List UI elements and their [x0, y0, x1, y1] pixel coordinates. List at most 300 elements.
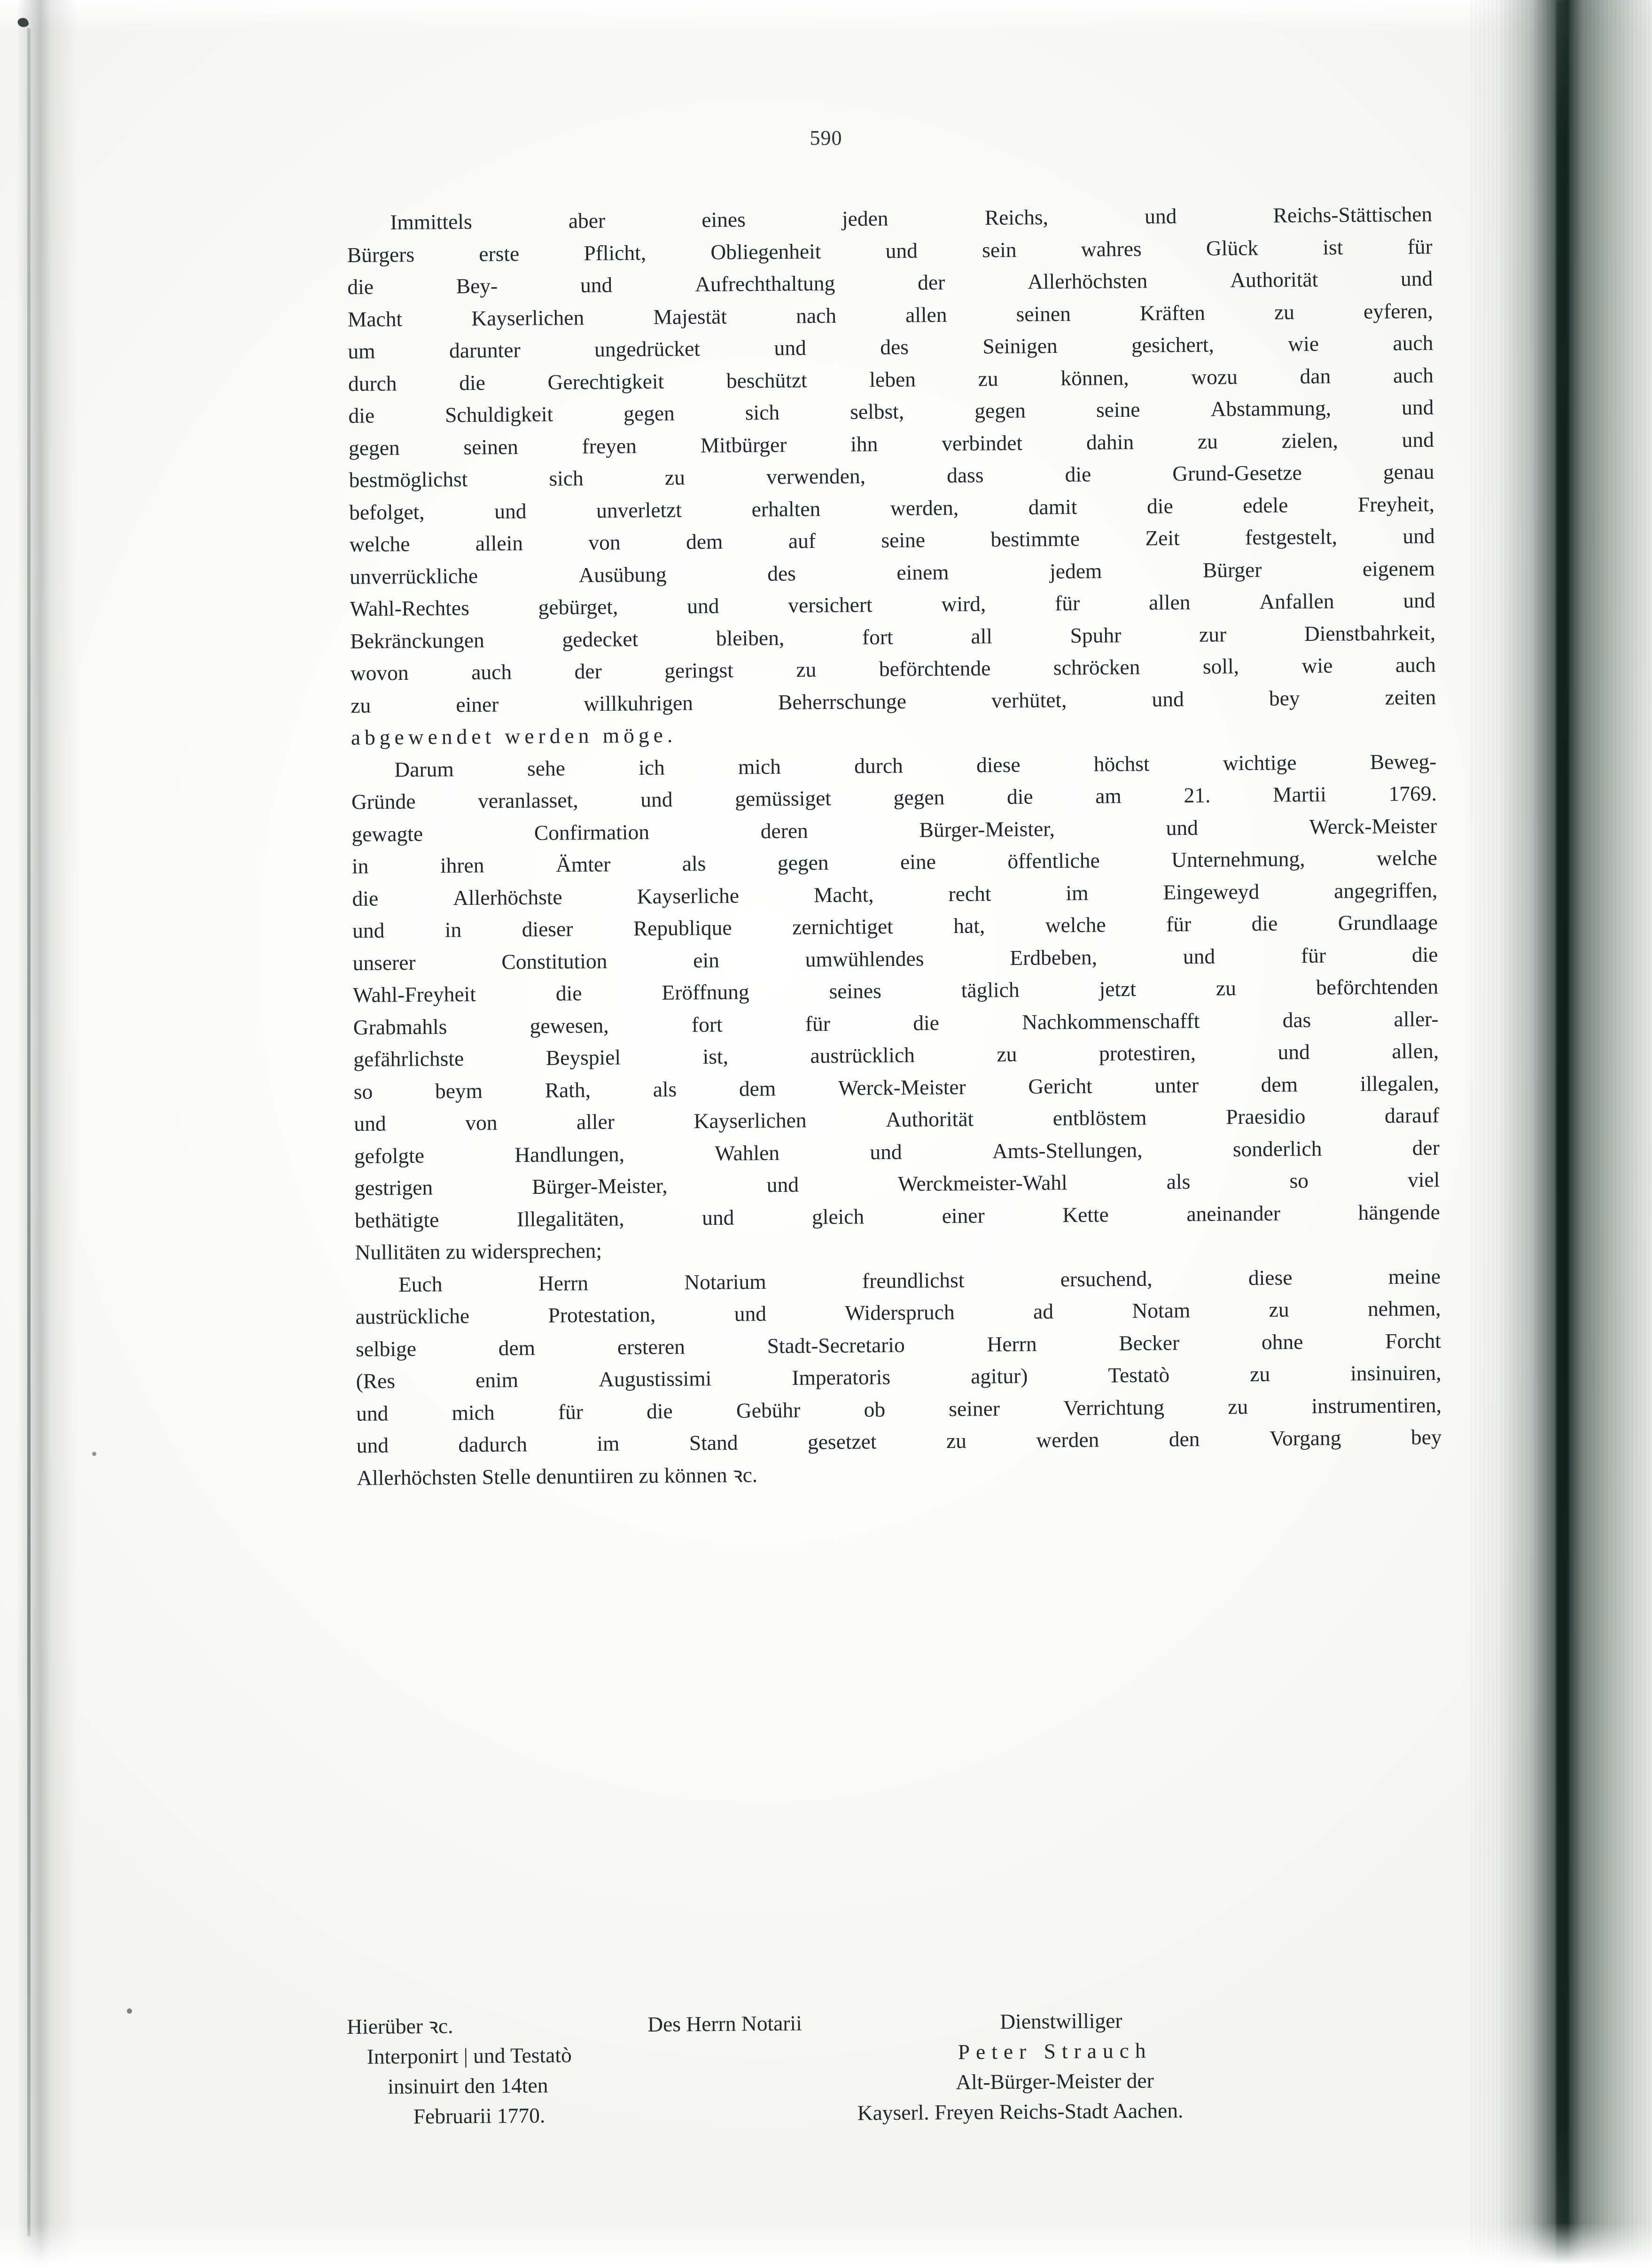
- word: Widerspruch: [845, 1300, 955, 1325]
- word: umwühlendes: [805, 946, 924, 971]
- word: die: [347, 274, 374, 299]
- top-fade-artifact: [0, 0, 1652, 33]
- paragraph: [355, 1260, 1442, 1494]
- word: Grund-Gesetze: [1172, 460, 1302, 486]
- word: ihren: [440, 853, 484, 878]
- word: für: [1166, 911, 1192, 936]
- word: als: [1166, 1169, 1191, 1194]
- word: von: [588, 530, 621, 554]
- word: die: [1146, 493, 1173, 518]
- word: ihn: [850, 431, 878, 456]
- word: Gericht: [1028, 1074, 1093, 1098]
- word: beym: [435, 1078, 483, 1103]
- word: Immittels: [390, 209, 472, 234]
- word: verbindet: [942, 430, 1023, 455]
- word: diese: [976, 752, 1021, 777]
- word: und: [580, 272, 613, 297]
- word: den: [1169, 1426, 1200, 1451]
- word: für: [1054, 591, 1080, 615]
- word: von: [465, 1110, 498, 1135]
- word: Handlungen,: [514, 1141, 625, 1167]
- word: Illegalitäten,: [516, 1206, 624, 1231]
- word: Glück: [1206, 235, 1259, 260]
- word: viel: [1407, 1167, 1440, 1192]
- word: gegen: [348, 435, 400, 460]
- word: auf: [788, 529, 816, 553]
- word: welche: [349, 531, 410, 556]
- word: Notam: [1132, 1298, 1191, 1323]
- word: austrücklich: [810, 1043, 915, 1068]
- word: Seinigen: [982, 334, 1058, 358]
- word: recht: [948, 881, 991, 906]
- word: Zeit: [1145, 526, 1180, 550]
- word: Eröffnung: [662, 980, 749, 1004]
- word: Grabmahls: [353, 1014, 447, 1039]
- word: und: [1403, 523, 1435, 548]
- word: Gründe: [351, 789, 416, 814]
- word: Wahl-Freyheit: [352, 981, 476, 1007]
- signature-title-line-1: Alt-Bürger-Meister der: [956, 2068, 1154, 2094]
- word: Werckmeister-Wahl: [897, 1170, 1068, 1196]
- word: die: [1251, 911, 1278, 935]
- word: gegen: [893, 785, 945, 809]
- word: welche: [1376, 845, 1438, 870]
- paragraph: [347, 198, 1436, 754]
- word: festgestelt,: [1245, 524, 1338, 550]
- word: zernichtiget: [792, 914, 894, 939]
- word: durch: [348, 371, 397, 396]
- word: und: [870, 1139, 902, 1164]
- word: Amts-Stellungen,: [992, 1137, 1143, 1163]
- word: dem: [739, 1076, 776, 1100]
- word: angegriffen,: [1333, 878, 1438, 903]
- word: ein: [693, 948, 720, 972]
- word: und: [885, 238, 918, 263]
- word: Stand: [689, 1430, 738, 1455]
- word: öffentliche: [1007, 848, 1100, 873]
- word: Herrn: [538, 1270, 589, 1295]
- word: zu: [997, 1042, 1017, 1066]
- word: dem: [498, 1335, 536, 1360]
- signature-name: Peter Strauch: [958, 2038, 1152, 2064]
- word: unverrückliche: [349, 563, 478, 589]
- word: der: [574, 659, 602, 684]
- word: befolget,: [349, 499, 425, 524]
- word: seiner: [949, 1396, 1000, 1421]
- word: zu: [1197, 428, 1218, 453]
- word: Gebühr: [736, 1397, 801, 1423]
- word: die: [913, 1010, 940, 1035]
- word: und: [687, 593, 719, 618]
- word: Mitbürger: [700, 432, 787, 457]
- word: Verrichtung: [1063, 1394, 1165, 1420]
- word: Anfallen: [1259, 589, 1334, 614]
- word: allein: [475, 531, 523, 555]
- word: und: [1183, 944, 1216, 968]
- word: Wahl-Rechtes: [350, 595, 469, 621]
- word: gesetzet: [807, 1429, 877, 1454]
- word: Becker: [1119, 1330, 1180, 1355]
- word: damit: [1028, 494, 1077, 519]
- word: das: [1282, 1007, 1311, 1032]
- word: fort: [862, 624, 893, 649]
- word: seine: [881, 528, 926, 553]
- word: freundlichst: [862, 1268, 965, 1292]
- word: und: [356, 1433, 389, 1457]
- word: wird,: [941, 592, 986, 616]
- word: hängende: [1358, 1199, 1441, 1224]
- word: dadurch: [458, 1432, 528, 1457]
- word: Darum: [394, 756, 454, 781]
- word: und: [494, 498, 527, 523]
- closing-interponirt: Interponirt | und Testatò: [366, 2043, 572, 2069]
- word: die: [459, 370, 486, 395]
- word: genau: [1383, 459, 1434, 484]
- word: dass: [946, 463, 984, 487]
- word: als: [653, 1077, 677, 1101]
- body-text-block: [347, 198, 1442, 1494]
- word: Bekränckungen: [350, 628, 484, 653]
- word: die: [1006, 784, 1033, 809]
- word: einem: [896, 560, 949, 584]
- word: gegen: [974, 398, 1026, 423]
- word: Spuhr: [1070, 623, 1122, 647]
- word: und: [774, 335, 806, 360]
- word: meine: [1388, 1264, 1441, 1289]
- word: seines: [829, 979, 881, 1003]
- word: und: [1400, 266, 1433, 291]
- word: wahres: [1081, 236, 1142, 261]
- word: darunter: [449, 338, 521, 363]
- word: ad: [1033, 1299, 1054, 1323]
- word: enim: [475, 1368, 519, 1392]
- word: Imperatoris: [792, 1364, 891, 1390]
- word: gegen: [623, 401, 675, 426]
- word: Allerhöchsten: [1027, 268, 1148, 294]
- word: und: [354, 1111, 386, 1136]
- word: ich: [638, 755, 665, 779]
- word: zu: [1216, 976, 1237, 1000]
- word: so: [1289, 1168, 1309, 1193]
- word: bleiben,: [716, 625, 785, 650]
- word: mich: [738, 754, 781, 778]
- left-scan-edge-artifact: [0, 0, 78, 2265]
- word: verhütet,: [991, 687, 1067, 712]
- word: zu: [1274, 299, 1295, 324]
- word: auch: [471, 660, 512, 684]
- word: und: [766, 1172, 799, 1197]
- word: durch: [854, 753, 903, 778]
- word: Kayserlichen: [471, 305, 584, 330]
- closing-dienstwilliger: Dienstwilliger: [1000, 2008, 1122, 2034]
- word: selbige: [355, 1336, 417, 1361]
- word: die: [1065, 462, 1091, 487]
- word: und: [352, 918, 385, 942]
- word: ungedrücket: [594, 336, 701, 361]
- word: und: [1401, 395, 1434, 420]
- word: gemüssiget: [735, 786, 832, 811]
- word: jetzt: [1099, 976, 1137, 1001]
- word: 21.: [1184, 783, 1211, 808]
- word: fort: [691, 1012, 723, 1036]
- word: Abstammung,: [1210, 396, 1332, 421]
- word: gedecket: [562, 626, 639, 651]
- text-line: Nullitäten zu widersprechen;: [355, 1238, 602, 1264]
- word: einer: [942, 1203, 985, 1228]
- word: Unternehmung,: [1171, 847, 1305, 872]
- closing-februarii-date: Februarii 1770.: [413, 2103, 545, 2128]
- right-binding-gutter-core: [1556, 0, 1568, 2265]
- word: zur: [1199, 622, 1227, 646]
- word: Stadt-Secretario: [767, 1332, 905, 1358]
- word: wichtige: [1223, 750, 1297, 775]
- word: und: [1403, 588, 1435, 613]
- word: Bürger-Meister,: [919, 816, 1055, 841]
- word: Beyspiel: [545, 1045, 621, 1070]
- word: Eingeweyd: [1163, 879, 1260, 904]
- word: Martii: [1272, 782, 1326, 807]
- word: nach: [795, 303, 837, 327]
- word: können,: [1060, 365, 1129, 390]
- bottom-fade-artifact: [0, 2223, 1652, 2265]
- text-line: abgewendet werden möge.: [351, 723, 677, 749]
- word: gebürget,: [538, 594, 618, 619]
- word: soll,: [1202, 654, 1239, 678]
- word: Grundlaage: [1338, 910, 1438, 935]
- word: gewesen,: [530, 1013, 609, 1038]
- word: Beweg-: [1370, 749, 1437, 774]
- word: zu: [946, 1428, 967, 1453]
- word: gegen: [777, 850, 829, 875]
- word: all: [971, 623, 993, 648]
- word: Praesidio: [1225, 1104, 1306, 1129]
- word: ob: [864, 1397, 886, 1421]
- word: illegalen,: [1360, 1071, 1439, 1096]
- word: eine: [900, 849, 936, 874]
- word: Kräften: [1139, 300, 1206, 325]
- word: sich: [745, 400, 780, 425]
- word: beförchtenden: [1316, 974, 1439, 999]
- word: Nachkommenschafft: [1021, 1008, 1200, 1034]
- word: Beherrschunge: [778, 689, 907, 714]
- word: dem: [686, 529, 723, 554]
- word: Aufrechthaltung: [694, 271, 835, 296]
- word: am: [1095, 784, 1122, 808]
- word: Dienstbahrkeit,: [1304, 620, 1436, 646]
- word: werden,: [890, 495, 959, 520]
- signature-title-line-2: Kayserl. Freyen Reichs-Stadt Aachen.: [857, 2098, 1184, 2125]
- word: zu: [796, 657, 817, 682]
- word: unverletzt: [596, 497, 682, 522]
- word: für: [805, 1011, 831, 1035]
- word: die: [348, 403, 375, 428]
- closing-signature-block: [347, 2003, 1433, 2132]
- word: aneinander: [1186, 1200, 1281, 1226]
- word: seine: [1096, 397, 1140, 422]
- word: seinen: [1016, 301, 1071, 326]
- word: darauf: [1384, 1103, 1440, 1128]
- left-paper-speck-a: [92, 1452, 96, 1456]
- word: seinen: [463, 434, 518, 459]
- word: dahin: [1086, 429, 1134, 454]
- word: im: [1066, 880, 1089, 905]
- word: und: [1402, 427, 1434, 451]
- word: der: [1412, 1135, 1440, 1160]
- word: Gerechtigkeit: [547, 369, 664, 394]
- word: und: [701, 1205, 734, 1230]
- word: Schuldigkeit: [444, 402, 553, 427]
- word: geringst: [664, 658, 734, 683]
- word: Rath,: [545, 1077, 591, 1102]
- word: des: [880, 335, 909, 359]
- word: ohne: [1261, 1329, 1303, 1354]
- word: Reichs,: [984, 205, 1049, 230]
- word: leben: [869, 367, 916, 391]
- word: die: [1411, 942, 1438, 966]
- word: Freyheit,: [1357, 491, 1435, 516]
- word: Ämter: [555, 852, 611, 877]
- word: freyen: [582, 433, 637, 458]
- left-ink-speck: [16, 16, 29, 29]
- word: höchst: [1093, 751, 1150, 776]
- word: erste: [479, 241, 520, 266]
- word: Vorgang: [1269, 1425, 1341, 1450]
- word: und: [640, 787, 673, 812]
- word: Macht: [347, 306, 403, 331]
- word: jeden: [842, 206, 888, 231]
- word: Kette: [1062, 1202, 1109, 1227]
- word: austrückliche: [355, 1304, 470, 1329]
- word: die: [555, 981, 582, 1005]
- word: für: [558, 1399, 584, 1424]
- word: unter: [1154, 1073, 1199, 1097]
- word: zu: [1269, 1297, 1289, 1322]
- word: und: [1278, 1039, 1310, 1064]
- word: gewagte: [351, 821, 423, 846]
- word: für: [1407, 234, 1433, 258]
- word: gleich: [811, 1204, 865, 1229]
- word: protestiren,: [1099, 1040, 1196, 1066]
- word: eyferen,: [1363, 298, 1433, 323]
- word: entblöstem: [1052, 1105, 1147, 1130]
- right-binding-gutter-shadow: [1469, 0, 1652, 2265]
- word: Pflicht,: [584, 240, 647, 265]
- word: ist: [1323, 234, 1343, 259]
- word: Bey-: [456, 273, 498, 298]
- word: sein: [982, 237, 1017, 262]
- word: Allerhöchste: [452, 884, 562, 910]
- word: insinuiren,: [1350, 1360, 1442, 1385]
- word: Wahlen: [715, 1140, 780, 1165]
- word: Herrn: [987, 1331, 1037, 1356]
- word: des: [767, 561, 796, 585]
- word: Confirmation: [534, 819, 650, 845]
- word: eines: [701, 207, 746, 232]
- word: agitur): [970, 1363, 1028, 1388]
- word: und: [356, 1401, 389, 1425]
- word: auch: [1393, 330, 1434, 355]
- word: welche: [1045, 912, 1106, 937]
- word: jedem: [1049, 558, 1102, 583]
- word: bey: [1410, 1424, 1442, 1449]
- text-line: Allerhöchsten Stelle denuntiiren zu können ꝛc.: [357, 1462, 758, 1490]
- word: Bürger: [1202, 557, 1262, 582]
- word: sonderlich: [1232, 1136, 1322, 1161]
- word: gesichert,: [1131, 332, 1214, 357]
- word: wozu: [1191, 364, 1238, 389]
- word: beschützt: [726, 367, 807, 393]
- word: aller-: [1394, 1006, 1439, 1031]
- word: dan: [1300, 364, 1331, 388]
- word: selbst,: [849, 399, 904, 424]
- word: Authorität: [885, 1106, 974, 1132]
- word: zu: [351, 693, 371, 717]
- word: verwenden,: [766, 464, 866, 489]
- page-number: 590: [810, 126, 842, 149]
- word: ersuchend,: [1060, 1266, 1153, 1291]
- word: gefährlichste: [353, 1046, 464, 1071]
- word: bey: [1269, 685, 1300, 710]
- word: mich: [452, 1400, 495, 1424]
- word: Werck-Meister: [1309, 813, 1437, 839]
- word: täglich: [961, 977, 1020, 1002]
- paragraph: [351, 745, 1441, 1269]
- word: Bürgers: [347, 242, 415, 267]
- word: Majestät: [653, 304, 727, 329]
- word: Augustissimi: [598, 1366, 712, 1391]
- closing-des-herrn-notarii: Des Herrn Notarii: [647, 2011, 802, 2036]
- word: Notarium: [684, 1269, 766, 1294]
- word: veranlasset,: [477, 788, 578, 813]
- word: zu: [1250, 1362, 1270, 1386]
- word: im: [597, 1431, 620, 1456]
- word: instrumentiren,: [1311, 1393, 1442, 1418]
- word: zu: [978, 366, 998, 390]
- word: gestrigen: [354, 1175, 433, 1200]
- word: Reichs-Stättischen: [1273, 202, 1433, 227]
- word: die: [646, 1399, 673, 1423]
- word: bestimmte: [990, 526, 1080, 552]
- word: Kayserlichen: [694, 1108, 807, 1133]
- word: ist,: [702, 1044, 729, 1069]
- word: zeiten: [1385, 685, 1436, 709]
- word: und: [1152, 686, 1184, 711]
- word: unserer: [352, 950, 416, 975]
- word: allen,: [1392, 1038, 1439, 1063]
- word: einer: [456, 692, 499, 716]
- word: allen: [1148, 590, 1191, 615]
- word: in: [444, 918, 462, 942]
- word: bethätigte: [354, 1207, 439, 1232]
- word: Bürger-Meister,: [532, 1173, 668, 1199]
- word: und: [734, 1301, 767, 1326]
- word: wovon: [350, 660, 409, 685]
- word: beförchtende: [879, 656, 991, 681]
- word: erhalten: [751, 496, 821, 521]
- word: wie: [1288, 331, 1319, 356]
- word: als: [682, 851, 706, 876]
- word: edele: [1243, 492, 1288, 517]
- word: (Res: [356, 1369, 396, 1393]
- word: der: [917, 270, 945, 295]
- word: Erdbeben,: [1010, 945, 1098, 970]
- word: die: [352, 886, 379, 911]
- left-paper-speck-b: [127, 2008, 132, 2014]
- word: aller: [576, 1109, 615, 1134]
- word: in: [351, 854, 369, 878]
- word: werden: [1036, 1427, 1099, 1452]
- word: Authorität: [1230, 267, 1318, 292]
